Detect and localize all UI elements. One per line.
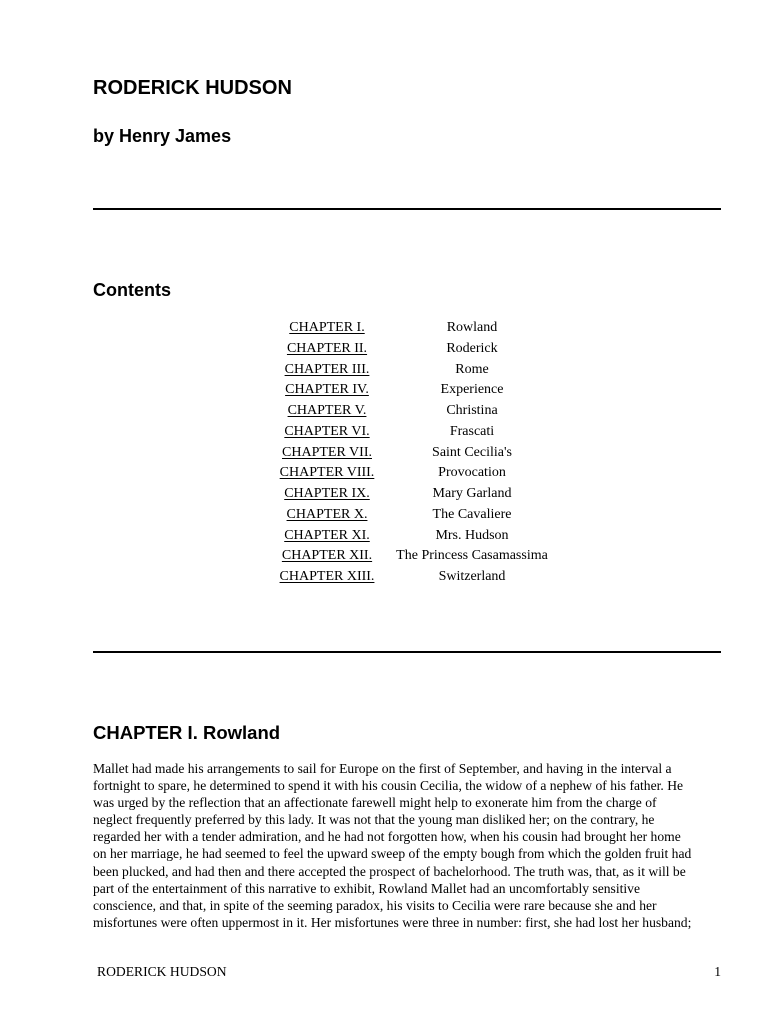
footer-running-title: RODERICK HUDSON <box>97 964 227 979</box>
toc-chapter-title: Christina <box>446 403 498 418</box>
paragraph-line: Mallet had made his arrangements to sail for Europe on the first of September, and having in the interval a <box>93 761 672 776</box>
toc-row <box>260 380 550 401</box>
toc-chapter-link[interactable]: CHAPTER VII. <box>282 444 372 460</box>
toc-row <box>260 360 550 381</box>
toc-chapter-link[interactable]: CHAPTER IV. <box>285 382 369 398</box>
paragraph-line: was urged by the reflection that an affectionate farewell might help to exonerate him from the charge of <box>93 795 657 811</box>
toc-chapter-title: The Cavaliere <box>432 506 512 522</box>
footer-page-number: 1 <box>714 964 721 979</box>
contents-heading: Contents <box>93 280 171 300</box>
toc-row <box>260 526 550 547</box>
chapter-body-paragraph <box>93 760 723 931</box>
toc-chapter-title: Rowland <box>446 320 498 335</box>
toc-row <box>260 463 550 484</box>
toc-chapter-link[interactable]: CHAPTER XIII. <box>279 569 375 584</box>
toc-chapter-title: Saint Cecilia's <box>432 444 512 460</box>
toc-row <box>260 567 550 588</box>
horizontal-rule <box>93 651 721 653</box>
toc-chapter-link[interactable]: CHAPTER II. <box>286 340 368 356</box>
chapter-heading: CHAPTER I. Rowland <box>93 722 281 743</box>
toc-chapter-title: The Princess Casamassima <box>396 548 548 564</box>
paragraph-line: fortnight to spare, he determined to spend it with his cousin Cecilia, the widow of a nephew of his father. He <box>93 778 684 794</box>
toc-chapter-title: Mrs. Hudson <box>435 527 509 543</box>
toc-chapter-title: Provocation <box>438 465 506 481</box>
toc-chapter-link[interactable]: CHAPTER III. <box>284 361 370 377</box>
toc-chapter-link[interactable]: CHAPTER V. <box>287 403 367 418</box>
paragraph-line: regarded her with a tender admiration, and he had not forgotten how, when his cousin had brought her home <box>93 829 681 845</box>
toc-chapter-link[interactable]: CHAPTER XII. <box>281 548 373 564</box>
toc-row <box>260 401 550 422</box>
horizontal-rule <box>93 208 721 210</box>
toc-chapter-title: Switzerland <box>438 569 506 584</box>
toc-row <box>260 339 550 360</box>
toc-chapter-link[interactable]: CHAPTER VIII. <box>279 465 375 481</box>
toc-chapter-title: Rome <box>455 361 489 377</box>
toc-chapter-link[interactable]: CHAPTER I. <box>289 320 365 335</box>
document-author: by Henry James <box>93 126 232 146</box>
toc-row <box>260 546 550 567</box>
paragraph-line: misfortunes were often uppermost in it. Her misfortunes were three in number: first, she had lost her husband; <box>93 914 692 930</box>
toc-row <box>260 318 550 339</box>
table-of-contents <box>260 318 550 588</box>
paragraph-line: neglect frequently preferred by this lady. It was not that the young man disliked her; on the contrary, he <box>93 812 655 828</box>
toc-chapter-link[interactable]: CHAPTER VI. <box>284 423 370 439</box>
toc-row <box>260 422 550 443</box>
toc-chapter-title: Roderick <box>446 340 498 356</box>
toc-row <box>260 443 550 464</box>
toc-row <box>260 484 550 505</box>
paragraph-line: been plucked, and had then and there accepted the prospect of bachelorhood. The truth was, that, as it will be <box>93 863 686 879</box>
paragraph-line: on her marriage, he had seemed to feel the upward sweep of the empty bough from which the golden fruit had <box>93 846 692 862</box>
toc-chapter-title: Experience <box>440 382 504 398</box>
toc-chapter-title: Frascati <box>449 423 495 439</box>
toc-row <box>260 505 550 526</box>
toc-chapter-title: Mary Garland <box>432 486 512 501</box>
toc-chapter-link[interactable]: CHAPTER IX. <box>284 486 370 501</box>
document-title: RODERICK HUDSON <box>93 77 292 99</box>
toc-chapter-link[interactable]: CHAPTER X. <box>286 506 368 522</box>
toc-chapter-link[interactable]: CHAPTER XI. <box>284 527 370 543</box>
paragraph-line: part of the entertainment of this narrative to exhibit, Rowland Mallet had an uncomfortably sensitive <box>93 880 640 896</box>
paragraph-line: conscience, and that, in spite of the seeming paradox, his visits to Cecilia were rare because she and her <box>93 897 657 913</box>
